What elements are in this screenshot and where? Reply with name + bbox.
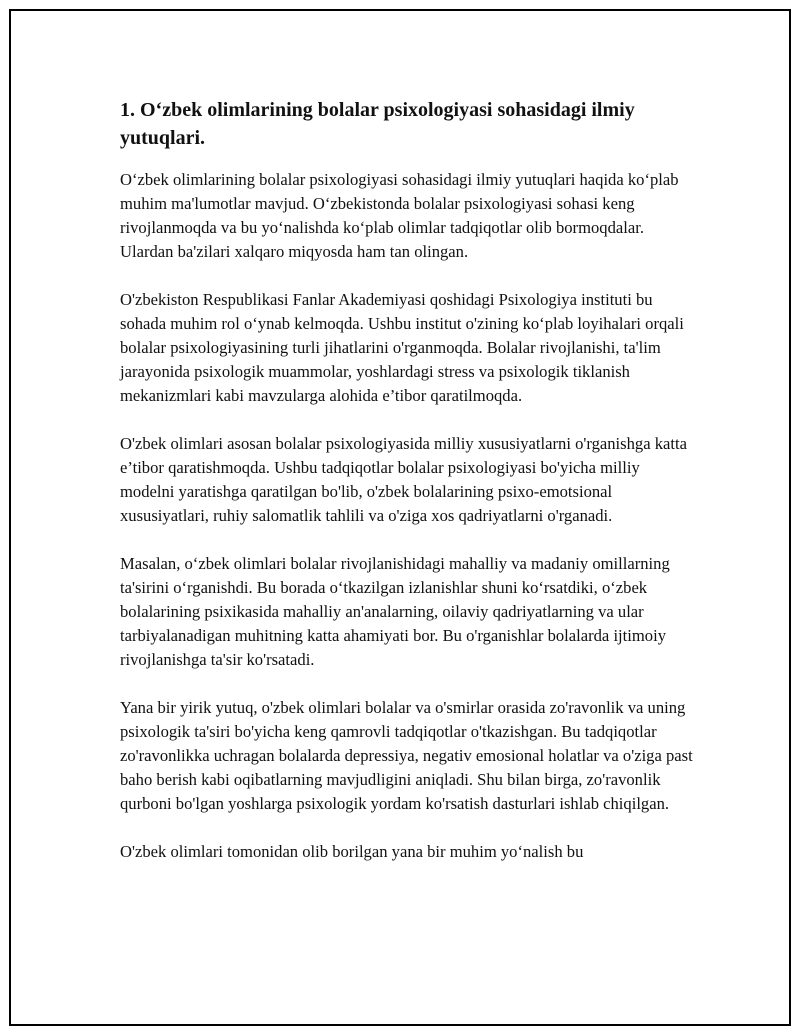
- section-heading: 1. O‘zbek olimlarining bolalar psixologiyasi sohasidagi ilmiy yutuqlari.: [120, 99, 635, 149]
- paragraph: Yana bir yirik yutuq, o'zbek olimlari bolalar va o'smirlar orasida zo'ravonlik va uning psixologik ta'siri bo'yicha keng qamrovli tadqiqotlar o'tkazishgan. Bu tadqiqotlar zo'ravonlikka uchragan bolalarda depressiya, negativ emosional holatlar va o'ziga past baho berish kabi oqibatlarning mavjudligini aniqladi. Shu bilan birga, zo'ravonlik qurboni bo'lgan yoshlarga psixologik yordam ko'rsatish dasturlari ishlab chiqilgan.: [120, 698, 693, 813]
- paragraph: O'zbek olimlari tomonidan olib borilgan yana bir muhim yo‘nalish bu: [120, 842, 584, 861]
- paragraph: Masalan, o‘zbek olimlari bolalar rivojlanishidagi mahalliy va madaniy omillarning ta'sirini o‘rganishdi. Bu borada o‘tkazilgan izlanishlar shuni ko‘rsatdiki, o‘zbek bolalarining psixikasida mahalliy an'analarning, oilaviy qadriyatlarning va ular tarbiyalanadigan muhitning katta ahamiyati bor. Bu o'rganishlar bolalarda ijtimoiy rivojlanishga ta'sir ko'rsatadi.: [120, 554, 670, 669]
- paragraph: O'zbekiston Respublikasi Fanlar Akademiyasi qoshidagi Psixologiya instituti bu sohada muhim rol o‘ynab kelmoqda. Ushbu institut o'zining ko‘plab loyihalari orqali bolalar psixologiyasining turli jihatlarini o'rganmoqda. Bolalar rivojlanishi, ta'lim jarayonida psixologik muammolar, yoshlardagi stress va psixologik tiklanish mekanizmlari kabi mavzularga alohida e’tibor qaratilmoqda.: [120, 290, 684, 405]
- paragraph: O‘zbek olimlarining bolalar psixologiyasi sohasidagi ilmiy yutuqlari haqida ko‘plab muhim ma'lumotlar mavjud. O‘zbekistonda bolalar psixologiyasi sohasi keng rivojlanmoqda va bu yo‘nalishda ko‘plab olimlar tadqiqotlar olib bormoqdalar. Ulardan ba'zilari xalqaro miqyosda ham tan olingan.: [120, 170, 679, 261]
- document-page: [9, 9, 791, 1026]
- document-body: [120, 96, 694, 864]
- paragraph: O'zbek olimlari asosan bolalar psixologiyasida milliy xususiyatlarni o'rganishga katta e’tibor qaratishmoqda. Ushbu tadqiqotlar bolalar psixologiyasi bo'yicha milliy modelni yaratishga qaratilgan bo'lib, o'zbek bolalarining psixo-emotsional xususiyatlari, ruhiy salomatlik tahlili va o'ziga xos qadriyatlarni o'rganadi.: [120, 434, 687, 525]
